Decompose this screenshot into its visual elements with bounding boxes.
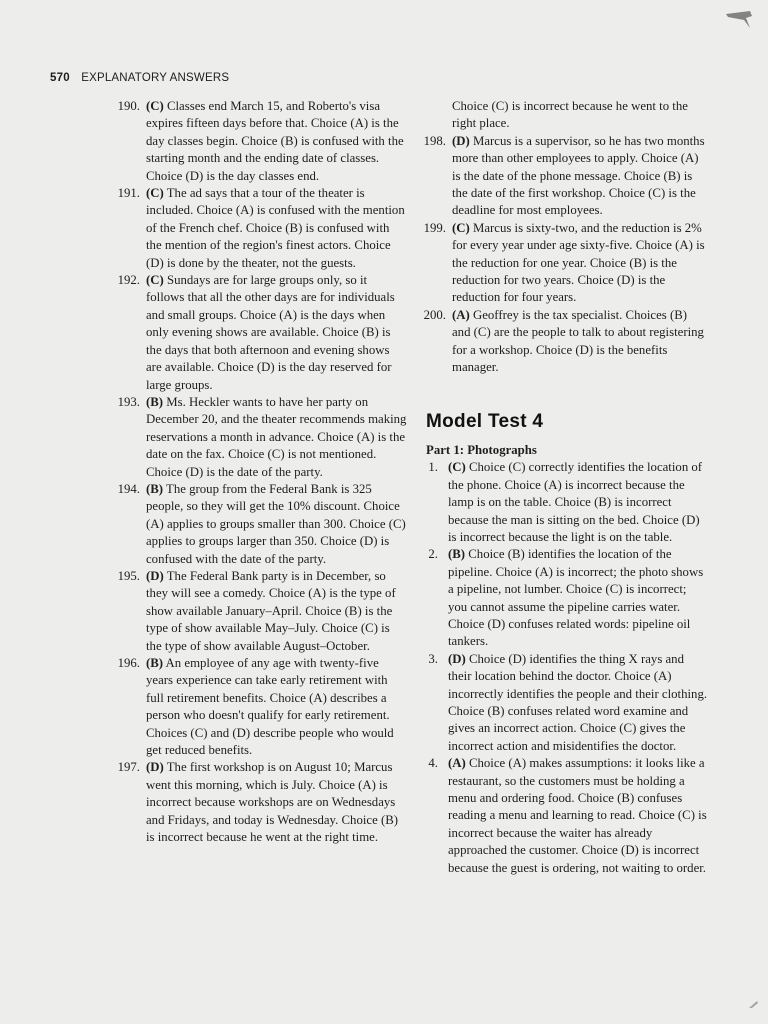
answer-letter: (D) [448,651,466,666]
answer-letter: (B) [146,656,164,670]
page-header [50,72,229,84]
answer-item [108,394,408,481]
scan-corner-icon [746,996,760,1010]
item-number: 196. [117,656,140,670]
answer-item [414,133,708,220]
answer-letter: (D) [452,133,470,148]
answer-item [108,481,408,568]
item-number: 191. [117,186,140,201]
answer-item [108,185,408,272]
explanation-text: The ad says that a tour of the theater is included. Choice (A) is confused with the mention of the French chef. Choice (B) is confused with the mention of the region's finest actors. Choice (D) is done by the theater, not the guests. [146,186,405,270]
item-number: 2. [428,547,438,562]
explanation-text: The group from the Federal Bank is 325 people, so they will get the 10% discount. Choice (A) applies to groups smaller than 300. Choice (C) applies to groups larger than 350. Choice (D) is confused with the date of the party. [146,481,406,566]
item-number: 190. [117,99,140,113]
answer-item [108,98,408,185]
explanation-text: Choice (B) identifies the location of the pipeline. Choice (A) is incorrect; the photo shows a pipeline, not lumber. Choice (C) is incorrect; you cannot assume the pipeline carries water. Choice (D) confuses related words: pipeline oil tankers. [448,547,704,649]
answer-letter: (B) [146,481,164,496]
answer-item [414,220,708,307]
answer-item [414,459,708,546]
answer-letter: (C) [146,186,164,201]
explanation-text: Marcus is a supervisor, so he has two months more than other employees to apply. Choice (A) is the date of the phone message. Choice (B) is the date of the first workshop. Choice (C) is the deadline for most employees. [452,133,705,218]
answer-letter: (B) [448,547,466,562]
explanation-text: An employee of any age with twenty-five years experience can take early retirement with full retirement benefits. Choice (A) describes a person who doesn't qualify for early retirement. Choices (C) and (D) describe people who would get reduced benefits. [146,656,394,758]
answer-letter: (D) [146,760,164,775]
answer-item [108,568,408,655]
item-number: 197. [117,760,140,775]
item-number: 195. [117,568,140,583]
answer-item [414,546,708,650]
page-number: 570 [50,72,70,84]
section-heading: Model Test 4 [426,410,544,432]
answer-letter: (C) [448,460,466,475]
answer-letter: (C) [452,220,470,235]
explanation-text: Geoffrey is the tax specialist. Choices (B) and (C) are the people to talk to about registering for a workshop. Choice (D) is the benefits manager. [452,307,704,375]
item-number: 199. [423,220,446,235]
right-column [414,98,708,877]
answer-item [414,307,708,377]
part-heading: Part 1: Photographs [426,442,537,457]
item-number: 194. [117,481,140,496]
answer-item [108,655,408,759]
item-number: 193. [117,394,140,409]
answer-letter: (A) [452,307,470,322]
explanation-text: The first workshop is on August 10; Marcus went this morning, which is July. Choice (A) is incorrect because workshops are on Wednesdays and Fridays, and today is Wednesday. Choice (B) is incorrect because he went at the right time. [146,760,399,845]
item-number: 192. [117,273,140,288]
explanation-text: The Federal Bank party is in December, so they will see a comedy. Choice (A) is the type of show available January–April. Choice (B) is the type of show available May–July. Choice (C) is the type of show available August–October. [146,568,396,653]
explanation-text: Ms. Heckler wants to have her party on December 20, and the theater recommends making reservations a month in advance. Choice (A) is the date on the fax. Choice (C) is not mentioned. Choice (D) is the date of the party. [146,394,407,479]
explanation-text: Sundays are for large groups only, so it follows that all the other days are for individuals and small groups. Choice (A) is the days when only evening shows are available. Choice (B) is the days that both afternoon and evening shows are available. Choice (D) is the day reserved for large groups. [146,273,395,392]
item-number: 4. [428,756,438,771]
answer-letter: (D) [146,568,164,583]
continued-text: Choice (C) is incorrect because he went to the right place. [452,99,688,131]
answer-item [108,272,408,394]
answer-letter: (C) [146,99,164,113]
answer-letter: (B) [146,394,164,409]
item-number: 1. [428,460,438,475]
answer-item [108,759,408,846]
item-number: 198. [423,133,446,148]
answer-item [414,755,708,877]
explanation-text: Classes end March 15, and Roberto's visa expires fifteen days before that. Choice (A) is the day classes begin. Choice (B) is confused with the starting month and the ending date of classes. Choice (D) is the day classes end. [146,99,404,183]
running-title: EXPLANATORY ANSWERS [81,72,230,84]
answer-item [414,651,708,755]
corner-scan-mark-icon [724,8,754,30]
answer-letter: (C) [146,273,164,288]
explanation-text: Choice (C) correctly identifies the location of the phone. Choice (A) is incorrect because the lamp is on the table. Choice (B) is incorrect because the man is sitting on the bed. Choice (D) is incorrect because the light is on the table. [448,460,703,544]
left-column [108,98,408,846]
item-number: 3. [428,651,438,666]
explanation-text: Choice (D) identifies the thing X rays and their location behind the doctor. Choice (A) incorrectly identifies the people and their clothing. Choice (B) confuses related word examine and gives an incorrect action. Choice (C) gives the incorrect action and misidentifies the doctor. [448,651,708,753]
explanation-text: Marcus is sixty-two, and the reduction is 2% for every year under age sixty-five. Choice (A) is the reduction for one year. Choice (B) is the reduction for two years. Choice (D) is the reduction for four years. [452,220,705,305]
explanation-text: Choice (A) makes assumptions: it looks like a restaurant, so the customers must be holding a menu and ordering food. Choice (B) confuses reading a menu and learning to read. Choice (C) is incorrect because the waiter has already approached the customer. Choice (D) is incorrect because the guest is ordering, not waiting to order. [448,756,707,875]
item-number: 200. [423,307,446,322]
answer-letter: (A) [448,756,466,771]
